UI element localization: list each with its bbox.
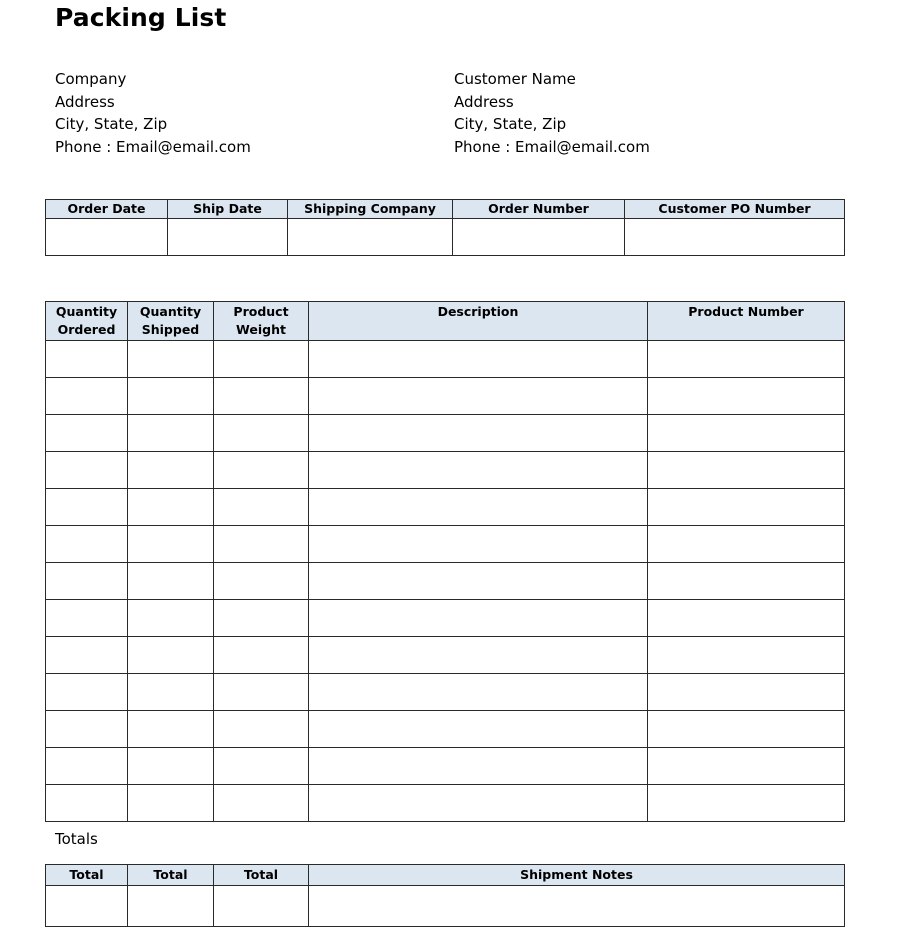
quantity-shipped-cell[interactable]: [128, 452, 214, 489]
order-date-cell[interactable]: [46, 219, 168, 256]
total-weight-header: Total: [214, 865, 309, 886]
quantity-ordered-cell[interactable]: [46, 637, 128, 674]
table-row: [46, 378, 845, 415]
customer-po-number-header: Customer PO Number: [625, 200, 845, 219]
quantity-shipped-cell[interactable]: [128, 341, 214, 378]
totals-table: [45, 864, 845, 927]
total-quantity-ordered-cell[interactable]: [46, 886, 128, 927]
product-number-cell[interactable]: [648, 452, 845, 489]
product-number-header: Product Number: [648, 302, 845, 341]
page-title: Packing List: [55, 3, 227, 32]
description-cell[interactable]: [309, 600, 648, 637]
quantity-ordered-cell[interactable]: [46, 748, 128, 785]
description-cell[interactable]: [309, 711, 648, 748]
table-row: [46, 452, 845, 489]
quantity-shipped-cell[interactable]: [128, 711, 214, 748]
quantity-ordered-header: Quantity Ordered: [46, 302, 128, 341]
product-number-cell[interactable]: [648, 341, 845, 378]
quantity-ordered-cell[interactable]: [46, 563, 128, 600]
product-number-cell[interactable]: [648, 415, 845, 452]
product-number-cell[interactable]: [648, 711, 845, 748]
table-row: [46, 563, 845, 600]
description-cell[interactable]: [309, 452, 648, 489]
product-weight-cell[interactable]: [214, 785, 309, 822]
company-contact: Phone : Email@email.com: [55, 137, 251, 156]
description-header: Description: [309, 302, 648, 341]
quantity-shipped-cell[interactable]: [128, 637, 214, 674]
quantity-ordered-cell[interactable]: [46, 711, 128, 748]
table-row: [46, 674, 845, 711]
totals-label: Totals: [55, 830, 98, 848]
quantity-ordered-cell[interactable]: [46, 674, 128, 711]
ship-date-header: Ship Date: [168, 200, 288, 219]
description-cell[interactable]: [309, 637, 648, 674]
quantity-shipped-header: Quantity Shipped: [128, 302, 214, 341]
shipment-notes-cell[interactable]: [309, 886, 845, 927]
product-number-cell[interactable]: [648, 526, 845, 563]
product-weight-cell[interactable]: [214, 378, 309, 415]
product-number-cell[interactable]: [648, 674, 845, 711]
company-address: Address: [55, 92, 115, 111]
quantity-ordered-cell[interactable]: [46, 378, 128, 415]
table-row: [46, 341, 845, 378]
product-number-cell[interactable]: [648, 785, 845, 822]
table-row: [46, 415, 845, 452]
description-cell[interactable]: [309, 341, 648, 378]
quantity-ordered-cell[interactable]: [46, 341, 128, 378]
product-weight-cell[interactable]: [214, 415, 309, 452]
company-city-state-zip: City, State, Zip: [55, 115, 168, 133]
description-cell[interactable]: [309, 785, 648, 822]
quantity-ordered-cell[interactable]: [46, 415, 128, 452]
total-quantity-ordered-header: Total: [46, 865, 128, 886]
quantity-ordered-cell[interactable]: [46, 600, 128, 637]
table-row: [46, 711, 845, 748]
company-block: [55, 68, 251, 158]
quantity-shipped-cell[interactable]: [128, 563, 214, 600]
description-cell[interactable]: [309, 748, 648, 785]
total-quantity-shipped-cell[interactable]: [128, 886, 214, 927]
quantity-ordered-cell[interactable]: [46, 452, 128, 489]
description-cell[interactable]: [309, 674, 648, 711]
product-weight-cell[interactable]: [214, 526, 309, 563]
customer-address: Address: [454, 92, 514, 111]
product-number-cell[interactable]: [648, 600, 845, 637]
quantity-shipped-cell[interactable]: [128, 785, 214, 822]
order-info-table: [45, 199, 845, 256]
quantity-ordered-cell[interactable]: [46, 526, 128, 563]
product-weight-cell[interactable]: [214, 452, 309, 489]
product-weight-cell[interactable]: [214, 563, 309, 600]
table-row: [46, 785, 845, 822]
product-weight-cell[interactable]: [214, 489, 309, 526]
quantity-shipped-cell[interactable]: [128, 378, 214, 415]
quantity-shipped-cell[interactable]: [128, 526, 214, 563]
shipment-notes-header: Shipment Notes: [309, 865, 845, 886]
description-cell[interactable]: [309, 489, 648, 526]
customer-name: Customer Name: [454, 70, 576, 88]
order-date-header: Order Date: [46, 200, 168, 219]
product-weight-cell[interactable]: [214, 711, 309, 748]
product-weight-cell[interactable]: [214, 637, 309, 674]
order-number-header: Order Number: [453, 200, 625, 219]
company-name: Company: [55, 70, 127, 88]
quantity-ordered-cell[interactable]: [46, 785, 128, 822]
product-weight-header: Product Weight: [214, 302, 309, 341]
product-weight-cell[interactable]: [214, 748, 309, 785]
description-cell[interactable]: [309, 563, 648, 600]
description-cell[interactable]: [309, 378, 648, 415]
description-cell[interactable]: [309, 415, 648, 452]
quantity-shipped-cell[interactable]: [128, 600, 214, 637]
order-number-cell[interactable]: [453, 219, 625, 256]
description-cell[interactable]: [309, 526, 648, 563]
total-weight-cell[interactable]: [214, 886, 309, 927]
table-row: [46, 526, 845, 563]
items-table: [45, 301, 845, 822]
customer-city-state-zip: City, State, Zip: [454, 115, 567, 133]
table-row: [46, 600, 845, 637]
quantity-shipped-cell[interactable]: [128, 489, 214, 526]
total-quantity-shipped-header: Total: [128, 865, 214, 886]
customer-contact: Phone : Email@email.com: [454, 137, 650, 156]
quantity-shipped-cell[interactable]: [128, 674, 214, 711]
shipping-company-header: Shipping Company: [288, 200, 453, 219]
product-number-cell[interactable]: [648, 637, 845, 674]
product-number-cell[interactable]: [648, 748, 845, 785]
quantity-ordered-cell[interactable]: [46, 489, 128, 526]
table-row: [46, 489, 845, 526]
product-number-cell[interactable]: [648, 489, 845, 526]
ship-date-cell[interactable]: [168, 219, 288, 256]
table-row: [46, 748, 845, 785]
quantity-shipped-cell[interactable]: [128, 415, 214, 452]
shipping-company-cell[interactable]: [288, 219, 453, 256]
table-row: [46, 637, 845, 674]
product-weight-cell[interactable]: [214, 674, 309, 711]
customer-po-number-cell[interactable]: [625, 219, 845, 256]
product-weight-cell[interactable]: [214, 341, 309, 378]
product-number-cell[interactable]: [648, 563, 845, 600]
product-number-cell[interactable]: [648, 378, 845, 415]
customer-block: [454, 68, 650, 158]
quantity-shipped-cell[interactable]: [128, 748, 214, 785]
product-weight-cell[interactable]: [214, 600, 309, 637]
